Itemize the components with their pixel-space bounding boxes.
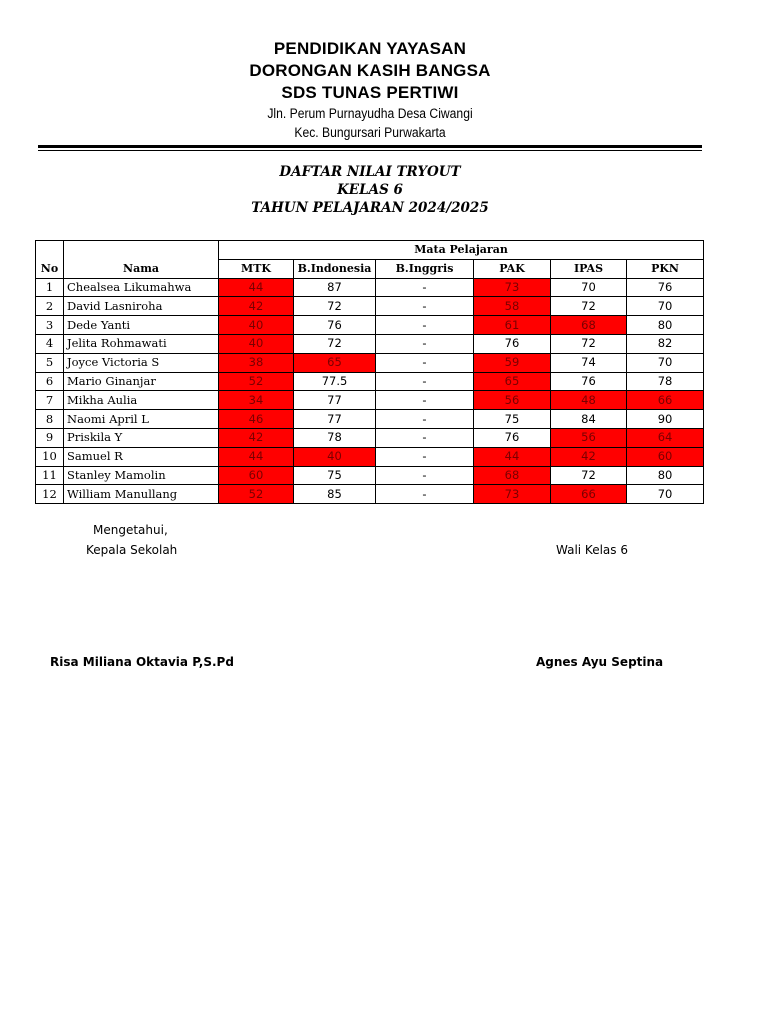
header-blank-nama	[64, 241, 219, 260]
homeroom-title: Wali Kelas 6	[556, 543, 628, 557]
homeroom-teacher-name: Agnes Ayu Septina	[536, 655, 664, 669]
cell-mtk: 42	[219, 428, 294, 447]
cell-b-indonesia: 72	[294, 334, 376, 353]
cell-b-inggris: -	[376, 410, 474, 429]
cell-nama: Joyce Victoria S	[64, 353, 219, 372]
cell-mtk: 60	[219, 466, 294, 485]
header-b-inggris: B.Inggris	[376, 259, 474, 278]
table-row	[36, 410, 704, 429]
cell-b-inggris: -	[376, 485, 474, 504]
cell-nama: Samuel R	[64, 447, 219, 466]
cell-pak: 73	[474, 278, 551, 297]
cell-nama: William Manullang	[64, 485, 219, 504]
principal-name: Risa Miliana Oktavia P,S.Pd	[50, 655, 234, 669]
cell-pak: 76	[474, 334, 551, 353]
table-row	[36, 485, 704, 504]
cell-pkn: 70	[627, 485, 704, 504]
table-row	[36, 466, 704, 485]
cell-b-inggris: -	[376, 447, 474, 466]
cell-b-inggris: -	[376, 316, 474, 335]
cell-nama: Mikha Aulia	[64, 391, 219, 410]
cell-pak: 68	[474, 466, 551, 485]
cell-mtk: 52	[219, 485, 294, 504]
cell-no: 7	[36, 391, 64, 410]
table-row	[36, 297, 704, 316]
cell-ipas: 56	[551, 428, 627, 447]
grades-table	[35, 240, 704, 504]
cell-b-indonesia: 87	[294, 278, 376, 297]
cell-b-indonesia: 72	[294, 297, 376, 316]
cell-b-indonesia: 78	[294, 428, 376, 447]
cell-pak: 76	[474, 428, 551, 447]
header-line-1: PENDIDIKAN YAYASAN	[273, 39, 467, 58]
cell-b-inggris: -	[376, 466, 474, 485]
cell-ipas: 70	[551, 278, 627, 297]
table-row	[36, 391, 704, 410]
cell-pkn: 80	[627, 466, 704, 485]
cell-pak: 65	[474, 372, 551, 391]
cell-b-inggris: -	[376, 428, 474, 447]
title-line-3: TAHUN PELAJARAN 2024/2025	[251, 200, 489, 216]
cell-nama: Jelita Rohmawati	[64, 334, 219, 353]
cell-ipas: 48	[551, 391, 627, 410]
cell-b-indonesia: 65	[294, 353, 376, 372]
header-pak: PAK	[474, 259, 551, 278]
cell-b-indonesia: 77	[294, 391, 376, 410]
cell-b-indonesia: 77.5	[294, 372, 376, 391]
cell-nama: Priskila Y	[64, 428, 219, 447]
cell-pak: 61	[474, 316, 551, 335]
cell-pak: 44	[474, 447, 551, 466]
header-mtk: MTK	[219, 259, 294, 278]
header-divider-thick	[38, 145, 702, 148]
cell-ipas: 72	[551, 297, 627, 316]
header-b-indonesia: B.Indonesia	[294, 259, 376, 278]
cell-nama: David Lasniroha	[64, 297, 219, 316]
cell-pak: 75	[474, 410, 551, 429]
cell-no: 6	[36, 372, 64, 391]
cell-no: 12	[36, 485, 64, 504]
cell-b-inggris: -	[376, 353, 474, 372]
cell-no: 4	[36, 334, 64, 353]
table-body	[36, 278, 704, 504]
header-nama: Nama	[64, 259, 219, 278]
cell-no: 1	[36, 278, 64, 297]
cell-mtk: 42	[219, 297, 294, 316]
cell-nama: Dede Yanti	[64, 316, 219, 335]
cell-mtk: 44	[219, 447, 294, 466]
cell-mtk: 46	[219, 410, 294, 429]
cell-no: 3	[36, 316, 64, 335]
school-name: SDS TUNAS PERTIWI	[281, 83, 459, 102]
cell-no: 2	[36, 297, 64, 316]
table-header-row	[36, 259, 704, 278]
cell-ipas: 72	[551, 334, 627, 353]
cell-pkn: 76	[627, 278, 704, 297]
cell-b-inggris: -	[376, 391, 474, 410]
table-row	[36, 353, 704, 372]
table-row	[36, 372, 704, 391]
cell-nama: Stanley Mamolin	[64, 466, 219, 485]
cell-ipas: 76	[551, 372, 627, 391]
cell-ipas: 42	[551, 447, 627, 466]
cell-no: 11	[36, 466, 64, 485]
table-row	[36, 316, 704, 335]
cell-pkn: 78	[627, 372, 704, 391]
document-title	[0, 163, 740, 217]
cell-mtk: 40	[219, 316, 294, 335]
table-row	[36, 428, 704, 447]
cell-no: 10	[36, 447, 64, 466]
header-no: No	[36, 259, 64, 278]
cell-pkn: 82	[627, 334, 704, 353]
cell-b-indonesia: 77	[294, 410, 376, 429]
title-line-2: KELAS 6	[337, 182, 403, 198]
cell-pak: 58	[474, 297, 551, 316]
cell-pkn: 70	[627, 353, 704, 372]
cell-ipas: 74	[551, 353, 627, 372]
header-ipas: IPAS	[551, 259, 627, 278]
cell-ipas: 84	[551, 410, 627, 429]
school-header	[0, 38, 740, 142]
cell-b-inggris: -	[376, 334, 474, 353]
cell-pkn: 80	[627, 316, 704, 335]
cell-pkn: 66	[627, 391, 704, 410]
cell-pkn: 70	[627, 297, 704, 316]
cell-no: 9	[36, 428, 64, 447]
header-mata-pelajaran: Mata Pelajaran	[219, 241, 704, 260]
cell-mtk: 40	[219, 334, 294, 353]
cell-ipas: 66	[551, 485, 627, 504]
principal-title: Kepala Sekolah	[86, 543, 178, 557]
cell-b-indonesia: 75	[294, 466, 376, 485]
header-divider-thin	[38, 150, 702, 151]
header-pkn: PKN	[627, 259, 704, 278]
cell-mtk: 52	[219, 372, 294, 391]
table-row	[36, 334, 704, 353]
table-header-group-row	[36, 241, 704, 260]
title-line-1: DAFTAR NILAI TRYOUT	[279, 164, 461, 180]
cell-mtk: 44	[219, 278, 294, 297]
header-line-2: DORONGAN KASIH BANGSA	[249, 61, 491, 80]
cell-pak: 56	[474, 391, 551, 410]
cell-pak: 73	[474, 485, 551, 504]
address-line-1: Jln. Perum Purnayudha Desa Ciwangi	[267, 106, 473, 121]
cell-mtk: 38	[219, 353, 294, 372]
cell-b-indonesia: 40	[294, 447, 376, 466]
acknowledged-label: Mengetahui,	[93, 523, 168, 537]
cell-pak: 59	[474, 353, 551, 372]
cell-b-inggris: -	[376, 278, 474, 297]
cell-mtk: 34	[219, 391, 294, 410]
cell-no: 5	[36, 353, 64, 372]
cell-nama: Naomi April L	[64, 410, 219, 429]
table-row	[36, 447, 704, 466]
cell-b-indonesia: 76	[294, 316, 376, 335]
cell-ipas: 68	[551, 316, 627, 335]
cell-pkn: 60	[627, 447, 704, 466]
cell-nama: Chealsea Likumahwa	[64, 278, 219, 297]
cell-ipas: 72	[551, 466, 627, 485]
cell-pkn: 90	[627, 410, 704, 429]
cell-b-indonesia: 85	[294, 485, 376, 504]
table-row	[36, 278, 704, 297]
cell-nama: Mario Ginanjar	[64, 372, 219, 391]
cell-no: 8	[36, 410, 64, 429]
address-line-2: Kec. Bungursari Purwakarta	[294, 125, 446, 140]
cell-b-inggris: -	[376, 297, 474, 316]
cell-pkn: 64	[627, 428, 704, 447]
header-blank-no	[36, 241, 64, 260]
cell-b-inggris: -	[376, 372, 474, 391]
